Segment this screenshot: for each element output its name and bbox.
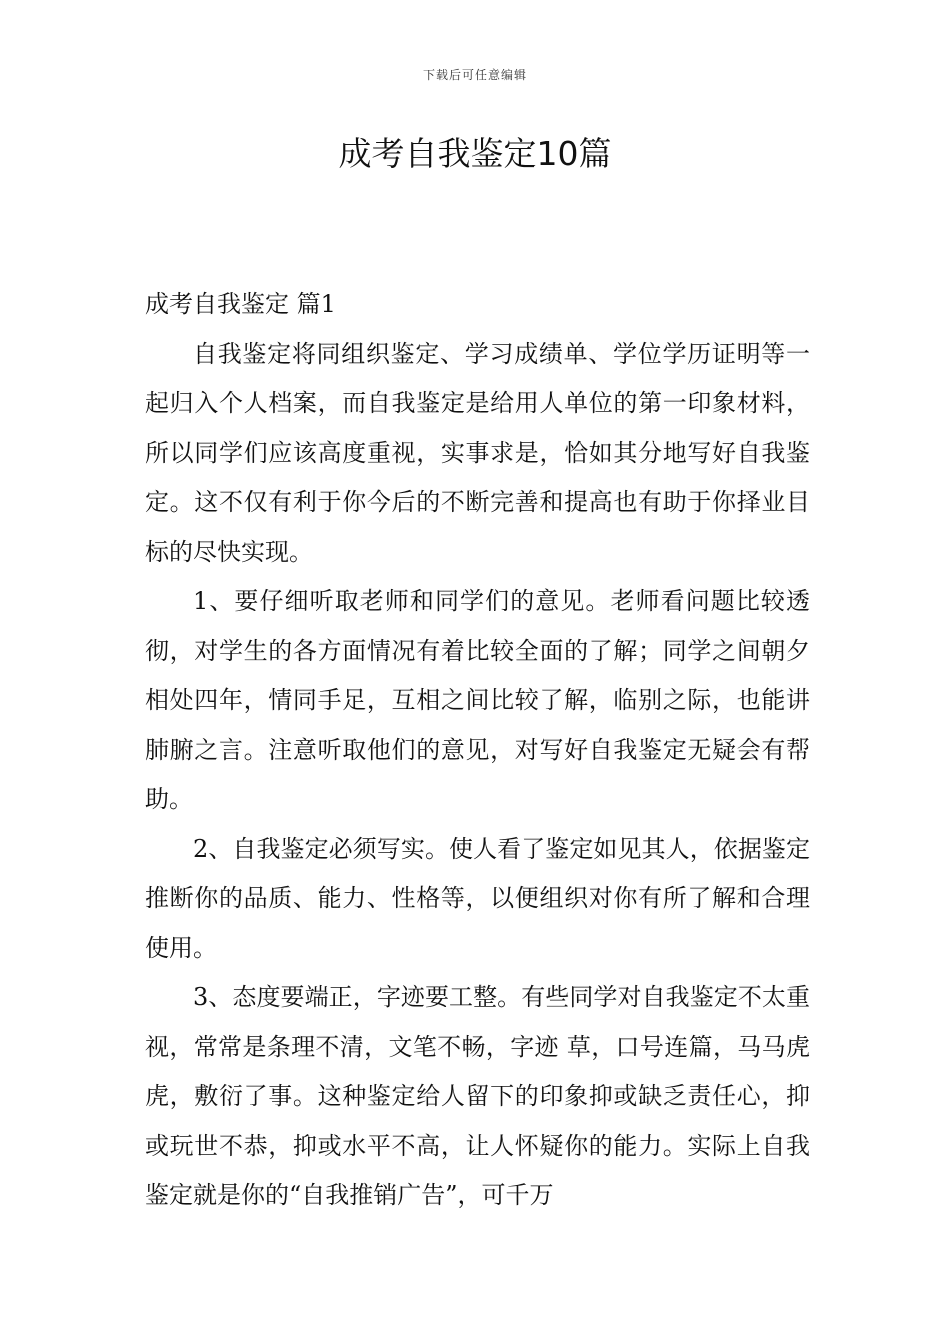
paragraph-intro: 自我鉴定将同组织鉴定、学习成绩单、学位学历证明等一起归入个人档案，而自我鉴定是给用人单位的第一印象材料，所以同学们应该高度重视，实事求是，恰如其分地写好自我鉴定。这不仅有利于你今后的不断完善和提高也有助于你择业目标的尽快实现。 <box>145 339 810 566</box>
paragraph-point-2: 2、自我鉴定必须写实。使人看了鉴定如见其人，依据鉴定推断你的品质、能力、性格等，以便组织对你有所了解和合理使用。 <box>145 834 810 962</box>
paragraph-point-1: 1、要仔细听取老师和同学们的意见。老师看问题比较透彻，对学生的各方面情况有着比较全面的了解；同学之间朝夕相处四年，情同手足，互相之间比较了解，临别之际，也能讲肺腑之言。注意听取他们的意见，对写好自我鉴定无疑会有帮助。 <box>145 587 810 813</box>
section-heading: 成考自我鉴定 篇1 <box>145 290 336 318</box>
document-title: 成考自我鉴定10篇 <box>338 134 612 173</box>
paragraph-point-3: 3、态度要端正，字迹要工整。有些同学对自我鉴定不太重视，常常是条理不清，文笔不畅，字迹 草，口号连篇，马马虎虎，敷衍了事。这种鉴定给人留下的印象抑或缺乏责任心，抑或玩世不恭，抑或水平不高，让人怀疑你的能力。实际上自我鉴定就是你的“自我推销广告”，可千万 <box>145 983 810 1209</box>
header-note: 下载后可任意编辑 <box>422 68 527 82</box>
document-body <box>145 280 810 1221</box>
